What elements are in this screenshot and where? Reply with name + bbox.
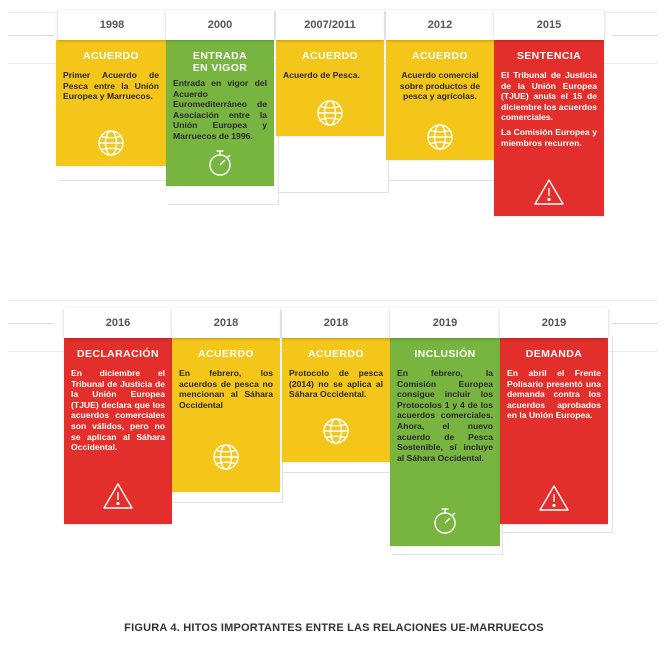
milestone-text: Primer Acuerdo de Pesca entre la Unión Europea y Marruecos. [63, 70, 159, 102]
milestone-card [276, 40, 384, 136]
category-label: ACUERDO [302, 50, 358, 62]
year-label: 2018 [172, 308, 280, 338]
milestone-card [386, 40, 494, 160]
year-label: 2019 [390, 308, 500, 338]
year-label: 2012 [386, 10, 494, 40]
year-label: 2007/2011 [276, 10, 384, 40]
milestone-text: En febrero, los acuerdos de pesca no mencionan al Sáhara Occidental [179, 368, 273, 410]
category-label: INCLUSIÓN [414, 348, 476, 360]
stopwatch-icon [206, 148, 234, 183]
globe-icon [211, 442, 241, 477]
category-label: DECLARACIÓN [77, 348, 159, 360]
globe-icon [96, 128, 126, 163]
milestone-text: El Tribunal de Justicia de la Unión Europea (TJUE) anula el 15 de diciembre los acuerdos comerciales. [501, 70, 597, 123]
milestone-text-secondary: La Comisión Europea y miembros recurren. [501, 126, 597, 148]
milestone-card [282, 338, 390, 462]
year-label: 2018 [282, 308, 390, 338]
milestone-text: Acuerdo comercial sobre productos de pesca y agrícolas. [399, 70, 481, 102]
milestone-card [64, 338, 172, 524]
warning-icon [538, 484, 570, 517]
milestone-card [172, 338, 280, 492]
milestone-text: En diciembre el Tribunal de Justicia de la Unión Europea (TJUE) declara que los acuerdos comerciales son válidos, pero no se aplican al Sáhara Occidental. [71, 368, 165, 453]
milestone-text: Entrada en vigor del Acuerdo Euromediterráneo de Asociación entre la Unión Europea y Marruecos de 1996. [173, 78, 267, 141]
figure-caption: FIGURA 4. HITOS IMPORTANTES ENTRE LAS RELACIONES UE-MARRUECOS [124, 622, 544, 634]
milestone-card [390, 338, 500, 546]
year-label: 2000 [166, 10, 274, 40]
stopwatch-icon [431, 506, 459, 541]
category-label: ENTRADA EN VIGOR [192, 50, 248, 74]
category-label: ACUERDO [308, 348, 364, 360]
year-label: 2015 [494, 10, 604, 40]
warning-icon [102, 482, 134, 515]
milestone-card [166, 40, 274, 186]
year-label: 1998 [58, 10, 166, 40]
milestone-text: En abril el Frente Polisario presentó una demanda contra los acuerdos aprobados en la Unión Europea. [507, 368, 601, 421]
category-label: ACUERDO [83, 50, 139, 62]
category-label: ACUERDO [198, 348, 254, 360]
category-label: ACUERDO [412, 50, 468, 62]
warning-icon [533, 178, 565, 211]
milestone-card [500, 338, 608, 524]
milestone-text: Acuerdo de Pesca. [283, 70, 360, 80]
globe-icon [321, 416, 351, 451]
year-label: 2016 [64, 308, 172, 338]
milestone-card [494, 40, 604, 216]
milestone-text: Protocolo de pesca (2014) no se aplica al Sáhara Occidental. [289, 368, 383, 400]
milestone-text: En febrero, la Comisión Europea consigue incluir los Protocolos 1 y 4 de los acuerdos comerciales. Ahora, el nuevo acuerdo de Pesca Sostenible, sí incluye al Sáhara Occidental. [397, 368, 493, 463]
globe-icon [315, 98, 345, 133]
year-label: 2019 [500, 308, 608, 338]
milestone-card [56, 40, 166, 166]
category-label: DEMANDA [525, 348, 583, 360]
globe-icon [425, 122, 455, 157]
category-label: SENTENCIA [516, 50, 582, 62]
